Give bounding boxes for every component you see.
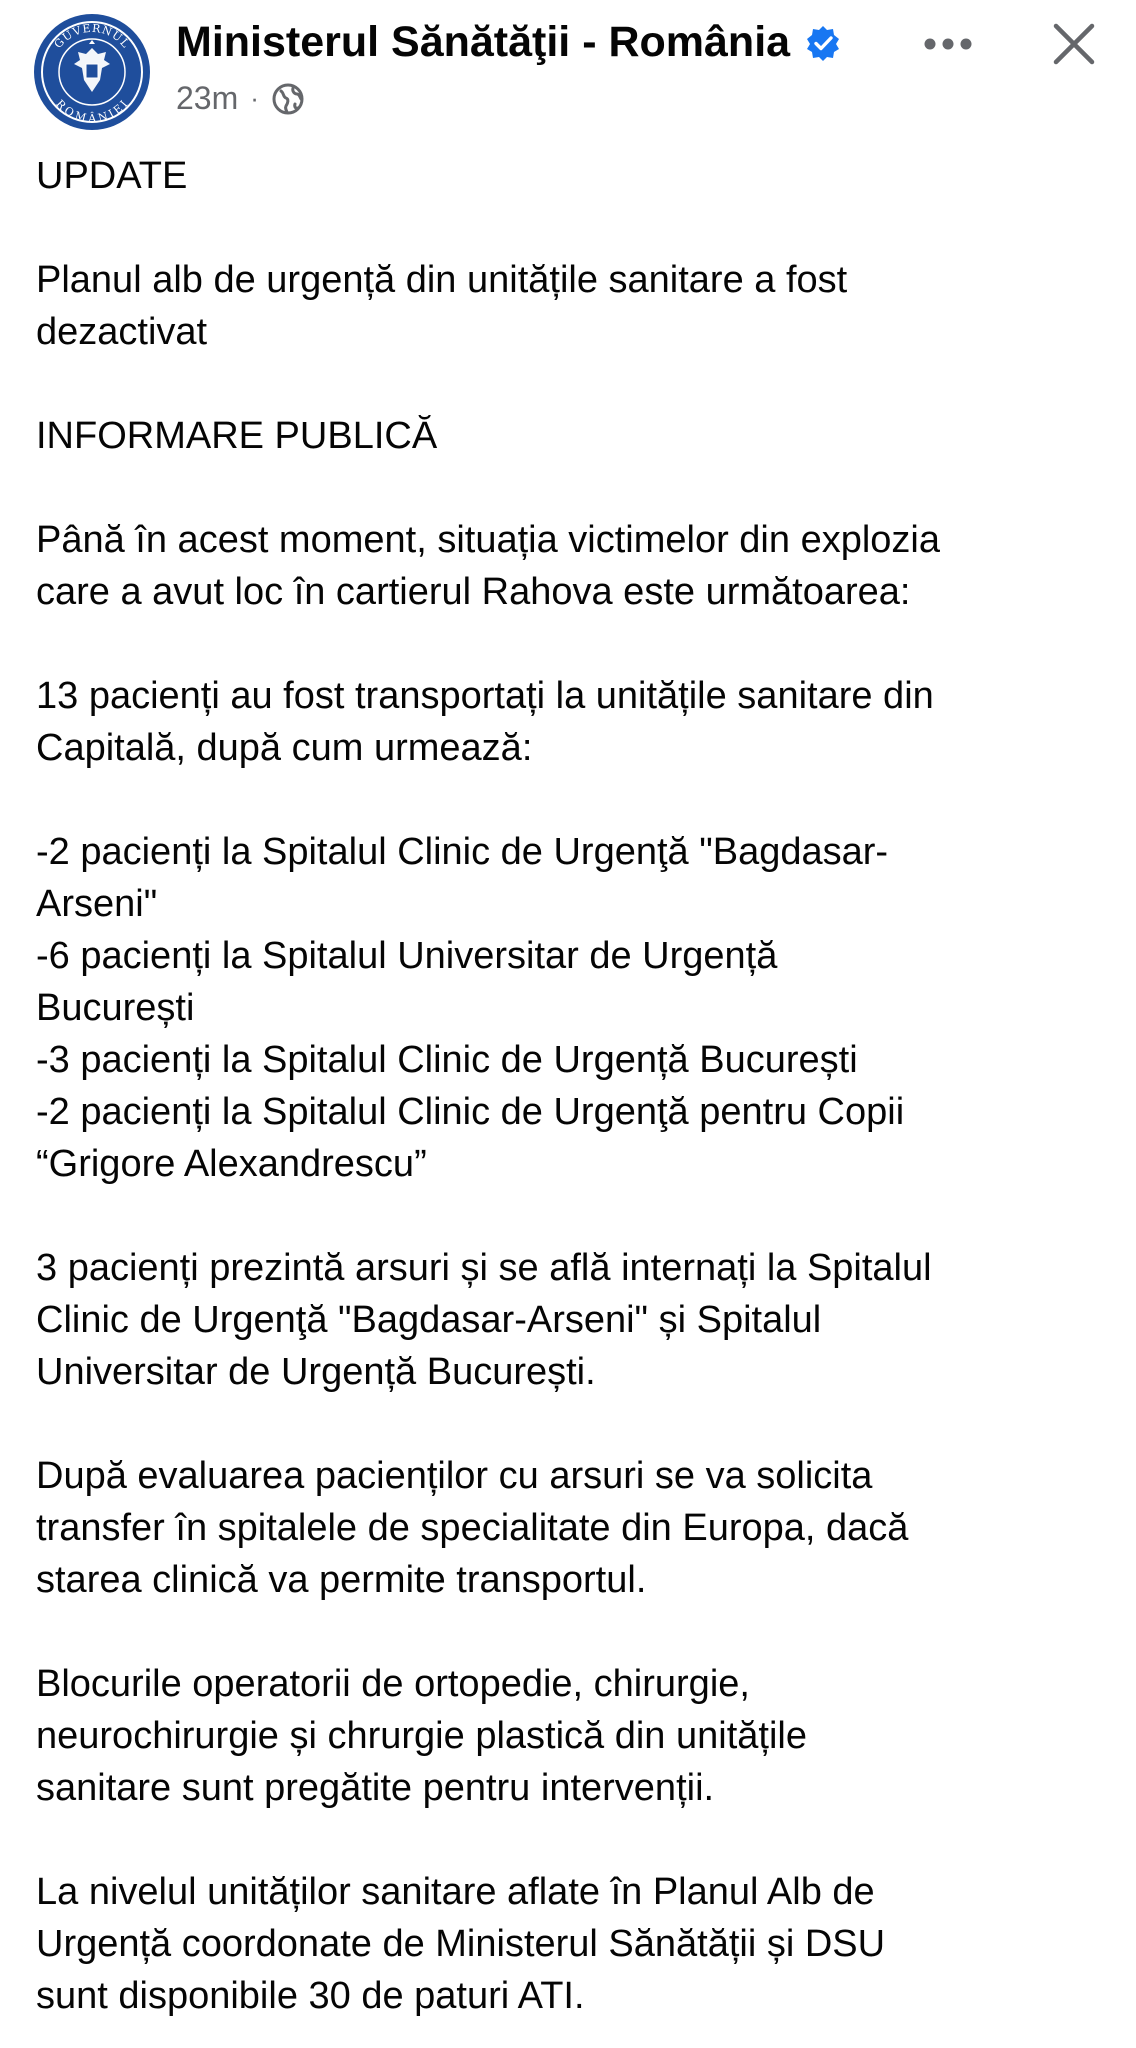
meta-separator: · bbox=[250, 83, 259, 113]
paragraph-gap bbox=[36, 358, 1106, 410]
close-button[interactable] bbox=[1044, 14, 1104, 74]
paragraph-gap bbox=[36, 1398, 1106, 1450]
post-text-line: La nivelul unităților sanitare aflate în Planul Alb de bbox=[36, 1871, 875, 1913]
page-name[interactable]: Ministerul Sănătăţii - România bbox=[176, 18, 791, 66]
post-text-line: București bbox=[36, 987, 195, 1029]
post-text-line: neurochirurgie și chrurgie plastică din unitățile bbox=[36, 1715, 807, 1757]
more-options-button[interactable] bbox=[918, 14, 978, 74]
post-timestamp[interactable]: 23m bbox=[176, 80, 239, 116]
more-horizontal-icon bbox=[920, 34, 976, 54]
close-icon bbox=[1050, 20, 1098, 68]
post-text-line: UPDATE bbox=[36, 155, 188, 197]
seal-text-top: GUVERNUL bbox=[51, 21, 133, 51]
post-header bbox=[0, 0, 1136, 150]
post-text-line: Universitar de Urgență București. bbox=[36, 1351, 596, 1393]
paragraph-gap bbox=[36, 462, 1106, 514]
post-text-line: -2 pacienți la Spitalul Clinic de Urgenţă pentru Copii bbox=[36, 1091, 905, 1133]
post-text-line: care a avut loc în cartierul Rahova este următoarea: bbox=[36, 571, 911, 613]
post-text-line: starea clinică va permite transportul. bbox=[36, 1559, 647, 1601]
government-seal-icon bbox=[34, 14, 150, 130]
post-text-line: După evaluarea pacienților cu arsuri se va solicita bbox=[36, 1455, 873, 1497]
globe-icon[interactable] bbox=[271, 82, 305, 116]
paragraph-gap bbox=[36, 202, 1106, 254]
post-text-line: -3 pacienți la Spitalul Clinic de Urgență București bbox=[36, 1039, 858, 1081]
post-text bbox=[36, 150, 1106, 2022]
page-name-row[interactable] bbox=[176, 18, 842, 67]
post-text-line: dezactivat bbox=[36, 311, 208, 353]
post-text-line: Blocurile operatorii de ortopedie, chirurgie, bbox=[36, 1663, 750, 1705]
post-text-line: 13 pacienți au fost transportați la unitățile sanitare din bbox=[36, 675, 934, 717]
post-text-line: Planul alb de urgență din unitățile sanitare a fost bbox=[36, 259, 848, 301]
paragraph-gap bbox=[36, 618, 1106, 670]
post-text-line: INFORMARE PUBLICĂ bbox=[36, 415, 438, 457]
paragraph-gap bbox=[36, 1190, 1106, 1242]
paragraph-gap bbox=[36, 1814, 1106, 1866]
post-text-line: -2 pacienți la Spitalul Clinic de Urgenţă "Bagdasar- bbox=[36, 831, 889, 873]
post-text-line: sunt disponibile 30 de paturi ATI. bbox=[36, 1975, 585, 2017]
post-text-line: transfer în spitalele de specialitate din Europa, dacă bbox=[36, 1507, 909, 1549]
verified-badge-icon bbox=[804, 24, 842, 62]
post-text-line: Clinic de Urgenţă "Bagdasar-Arseni" și Spitalul bbox=[36, 1299, 822, 1341]
post-text-line: Capitală, după cum urmează: bbox=[36, 727, 533, 769]
post-text-line: 3 pacienți prezintă arsuri și se află internați la Spitalul bbox=[36, 1247, 932, 1289]
post-text-line: Arseni" bbox=[36, 883, 158, 925]
post-text-line: Până în acest moment, situația victimelor din explozia bbox=[36, 519, 940, 561]
post-text-line: sanitare sunt pregătite pentru intervenții. bbox=[36, 1767, 715, 1809]
post-text-line: Urgență coordonate de Ministerul Sănătății și DSU bbox=[36, 1923, 886, 1965]
post-text-line: “Grigore Alexandrescu” bbox=[36, 1143, 427, 1185]
paragraph-gap bbox=[36, 1606, 1106, 1658]
paragraph-gap bbox=[36, 774, 1106, 826]
post-meta bbox=[176, 80, 305, 117]
seal-text-bottom: ROMÂNIEI bbox=[53, 97, 132, 126]
post-text-line: -6 pacienți la Spitalul Universitar de Urgență bbox=[36, 935, 778, 977]
page-avatar[interactable] bbox=[34, 14, 150, 130]
